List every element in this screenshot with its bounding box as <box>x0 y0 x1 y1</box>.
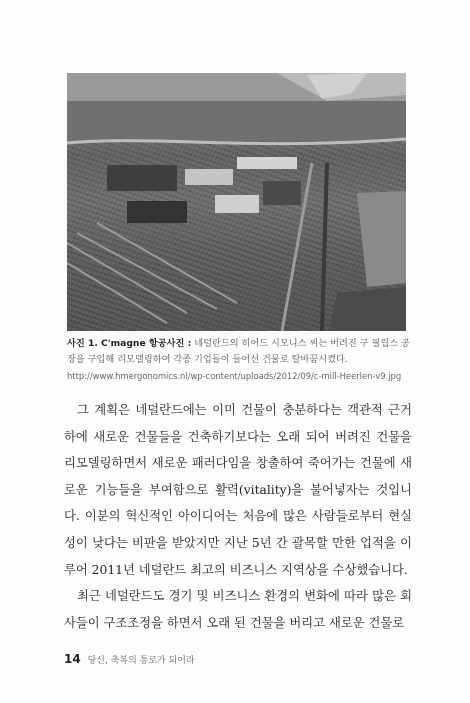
paragraph-1: 그 계획은 네덜란드에는 이미 건물이 충분하다는 객관적 근거 하에 새로운 건물들을 건축하기보다는 오래 되어 버려진 건물을 리모델링하면서 새로운 패러다임을 창출하여 죽어가는 건물에 새로운 기능들을 부여함으로 활력(vitality)을 불어넣자는 것입니다. 이분의 혁신적인 아이디어는 처음에 많은 사람들로부터 현실성이 낮다는 비판을 받았지만 지난 5년 간 괄목할 만한 업적을 이루어 2011년 네덜란드 최고의 비즈니스 지역상을 수상했습니다. <box>64 403 412 577</box>
aerial-photo-drawing <box>67 73 406 331</box>
caption-label: 사진 1. C'magne 항공사진 : <box>67 338 192 349</box>
photo-caption <box>67 336 413 384</box>
page-footer <box>64 652 195 666</box>
paragraph-2: 최근 네덜란드도 경기 및 비즈니스 환경의 변화에 따라 많은 회사들이 구조조정을 하면서 오래 된 건물을 버리고 새로운 건물로 <box>64 589 412 630</box>
caption-text: 네덜란드의 히어드 시모니스 씨는 버려진 구 필립스 공장을 구입해 리모델링하여 각종 기업들이 들어선 건물로 탈바꿈시켰다. <box>67 338 410 365</box>
page-number: 14 <box>64 652 81 666</box>
body-text <box>64 397 412 636</box>
running-title: 당신, 축복의 통로가 되어라 <box>87 656 195 666</box>
aerial-photo <box>67 73 406 331</box>
caption-url: http://www.hmergonomics.nl/wp-content/uploads/2012/09/c-mill-Heerlen-v9.jpg <box>67 371 402 381</box>
